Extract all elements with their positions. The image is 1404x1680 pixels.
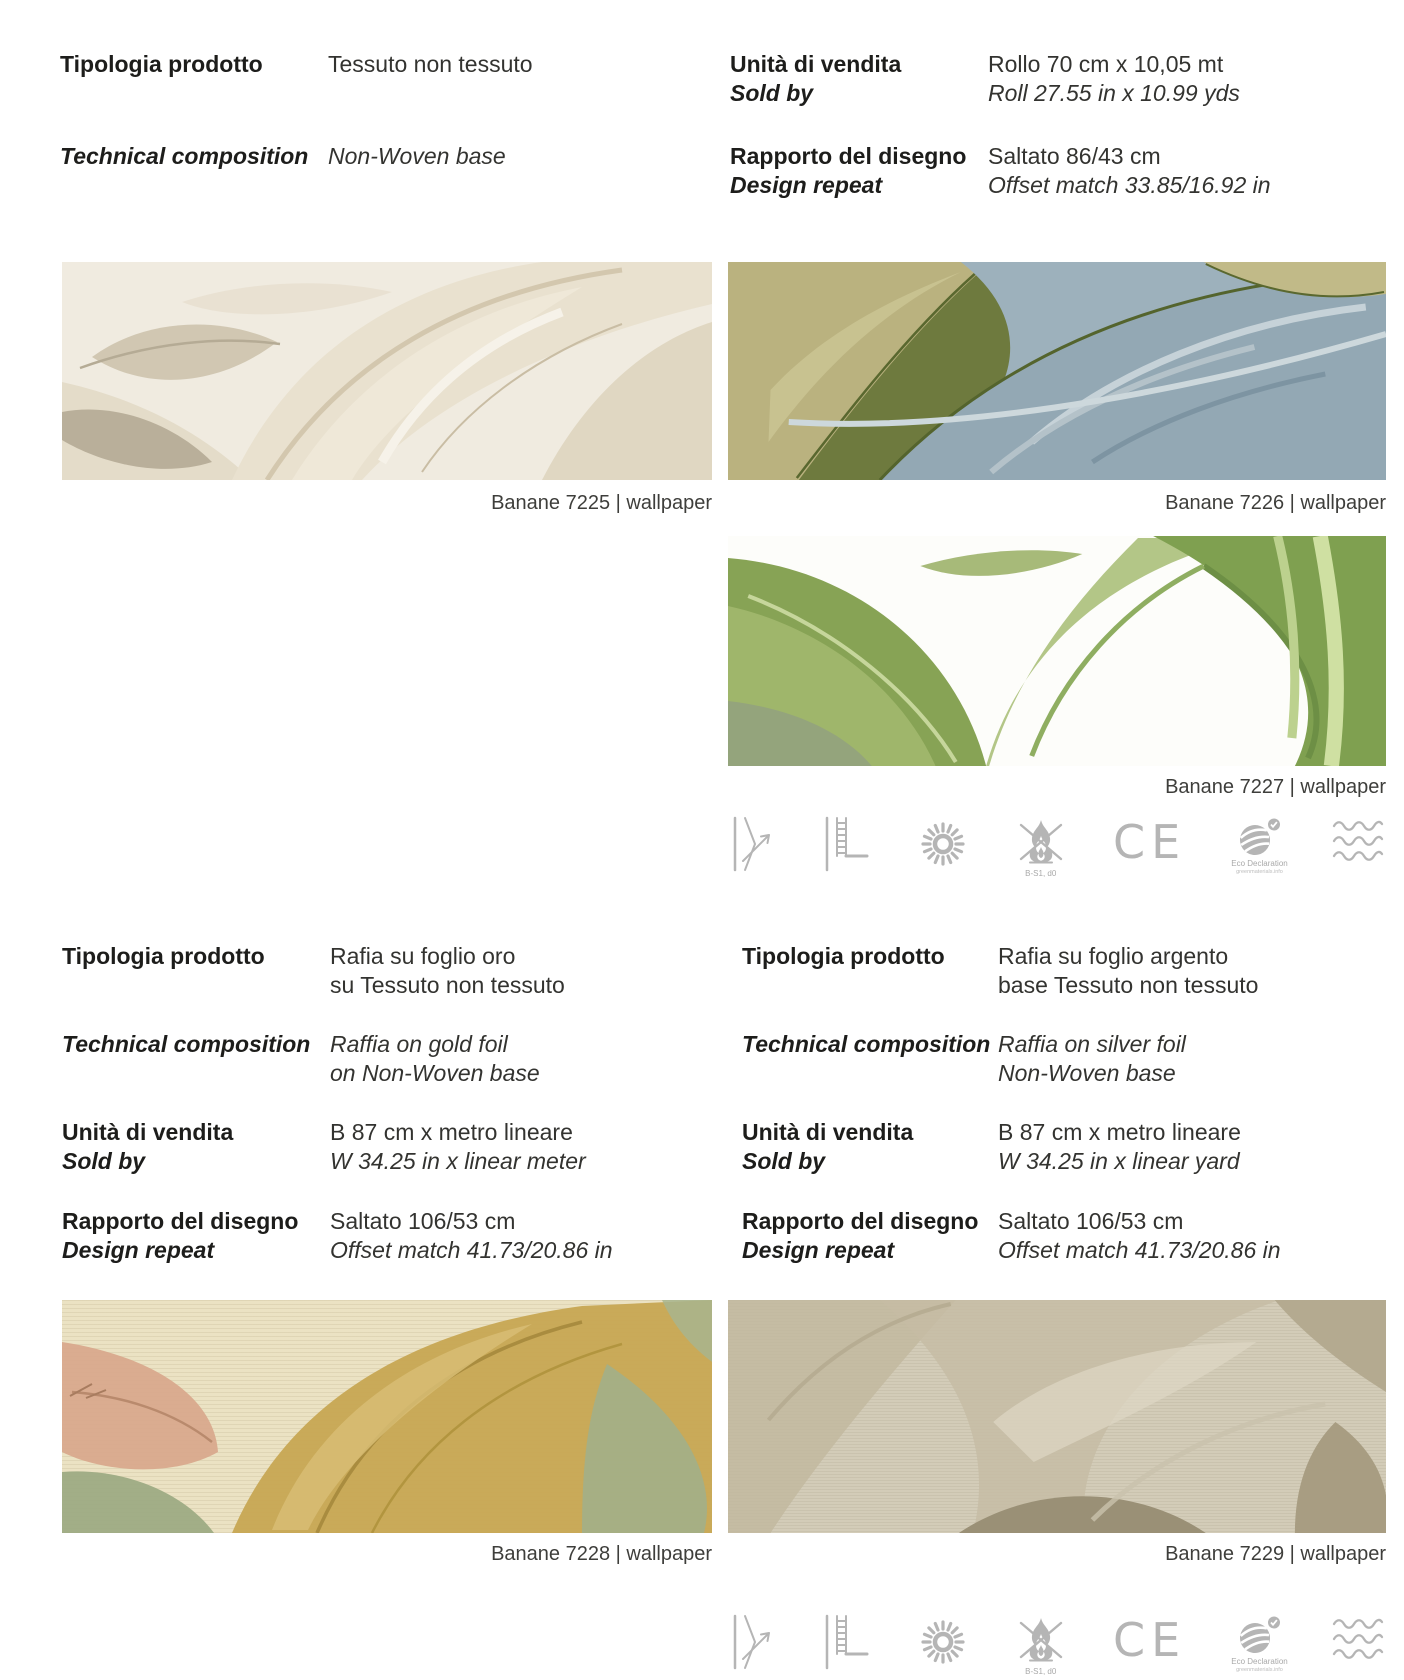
wallpaper-image-banane-7228: [62, 1300, 712, 1533]
label-unita-di-vendita: Unità di vendita: [730, 51, 902, 77]
washability-icon: [1330, 1614, 1386, 1662]
spec-bottom-right-field2-label: [742, 1030, 990, 1059]
wallpaper-image-banane-7227: [728, 536, 1386, 766]
spec-top-right-field2-label: [730, 142, 966, 200]
spec-bottom-right-field3-label: [742, 1118, 913, 1176]
spec-bottom-left-field4-value: [330, 1207, 613, 1265]
spec-bottom-right-field4-label: [742, 1207, 978, 1265]
value-line: Offset match 41.73/20.86 in: [330, 1237, 613, 1263]
spec-top-left-field1-label: [60, 50, 263, 79]
label-rapporto-del-disegno: Rapporto del disegno: [62, 1208, 299, 1234]
fire-rating-icon: [1013, 816, 1069, 879]
spec-bottom-left-field2-value: [330, 1030, 540, 1088]
wallpaper-image-banane-7225: [62, 262, 712, 480]
caption-banane-7229: Banane 7229 | wallpaper: [1165, 1543, 1386, 1565]
caption-banane-7226: Banane 7226 | wallpaper: [1165, 492, 1386, 514]
lightfastness-icon: [915, 816, 971, 872]
hanging-direction-icon: [728, 816, 778, 872]
spec-bottom-left-field3-label: [62, 1118, 233, 1176]
caption-banane-7228: Banane 7228 | wallpaper: [491, 1543, 712, 1565]
eco-declaration-icon: [1231, 816, 1287, 876]
fire-class-text: B-S1, d0: [1025, 869, 1057, 878]
spec-top-left-field1-value: [328, 50, 533, 79]
label-tipologia-prodotto: Tipologia prodotto: [60, 51, 263, 77]
banane-7226-artwork: [728, 262, 1386, 480]
value-line: su Tessuto non tessuto: [330, 972, 565, 998]
value-line: Raffia on gold foil: [330, 1031, 508, 1057]
spec-bottom-left-field1-value: [330, 942, 565, 1000]
ce-mark-icon: [1111, 1614, 1189, 1664]
value-line: Raffia on silver foil: [998, 1031, 1186, 1057]
banane-7229-artwork: [728, 1300, 1386, 1533]
label-technical-composition: Technical composition: [62, 1031, 311, 1057]
value-line: B 87 cm x metro lineare: [998, 1119, 1241, 1145]
spec-top-left-field2-label: [60, 142, 308, 171]
label-tipologia-prodotto: Tipologia prodotto: [742, 943, 945, 969]
caption-banane-7227: Banane 7227 | wallpaper: [1165, 776, 1386, 798]
certification-icons-row-1: [728, 816, 1386, 886]
caption-banane-7225: Banane 7225 | wallpaper: [491, 492, 712, 514]
paste-the-wall-icon: [820, 1614, 872, 1670]
ce-mark-text: CE: [1113, 816, 1187, 866]
label-design-repeat: Design repeat: [742, 1237, 895, 1263]
spec-top-right-field2-value: [988, 142, 1271, 200]
ce-mark-icon: [1111, 816, 1189, 866]
label-unita-di-vendita: Unità di vendita: [62, 1119, 234, 1145]
washability-icon: [1330, 816, 1386, 864]
spec-bottom-right-field4-value: [998, 1207, 1281, 1265]
banane-7228-artwork: [62, 1300, 712, 1533]
value-line: Offset match 41.73/20.86 in: [998, 1237, 1281, 1263]
label-design-repeat: Design repeat: [62, 1237, 215, 1263]
label-unita-di-vendita: Unità di vendita: [742, 1119, 914, 1145]
banane-7225-artwork: [62, 262, 712, 480]
label-rapporto-del-disegno: Rapporto del disegno: [742, 1208, 979, 1234]
value-line: Rafia su foglio oro: [330, 943, 516, 969]
spec-bottom-right-field2-value: [998, 1030, 1186, 1088]
label-technical-composition: Technical composition: [742, 1031, 991, 1057]
fire-class-text: B-S1, d0: [1025, 1667, 1057, 1676]
label-sold-by: Sold by: [62, 1148, 146, 1174]
value-rapporto-del-disegno: Saltato 86/43 cm: [988, 143, 1161, 169]
value-tipologia-prodotto: Tessuto non tessuto: [328, 51, 533, 77]
spec-top-right-field1-label: [730, 50, 901, 108]
label-design-repeat: Design repeat: [730, 172, 883, 198]
spec-bottom-left-field2-label: [62, 1030, 310, 1059]
value-design-repeat: Offset match 33.85/16.92 in: [988, 172, 1271, 198]
spec-bottom-left-field1-label: [62, 942, 265, 971]
wallpaper-image-banane-7229: [728, 1300, 1386, 1533]
spec-bottom-right-field3-value: [998, 1118, 1241, 1176]
label-technical-composition: Technical composition: [60, 143, 309, 169]
eco-declaration-subtext: greenmaterials.info: [1236, 1667, 1283, 1673]
value-line: base Tessuto non tessuto: [998, 972, 1259, 998]
lightfastness-icon: [915, 1614, 971, 1670]
value-line: Non-Woven base: [998, 1060, 1176, 1086]
banane-7227-artwork: [728, 536, 1386, 766]
value-line: Saltato 106/53 cm: [998, 1208, 1184, 1234]
spec-bottom-right-field1-value: [998, 942, 1258, 1000]
eco-declaration-subtext: greenmaterials.info: [1236, 869, 1283, 875]
ce-mark-text: CE: [1113, 1614, 1187, 1664]
spec-top-right-field1-value: [988, 50, 1240, 108]
spec-bottom-left-field4-label: [62, 1207, 298, 1265]
paste-the-wall-icon: [820, 816, 872, 872]
eco-declaration-title: Eco Declaration: [1231, 1657, 1288, 1666]
value-line: Saltato 106/53 cm: [330, 1208, 516, 1234]
value-unita-di-vendita: Rollo 70 cm x 10,05 mt: [988, 51, 1224, 77]
fire-rating-icon: [1013, 1614, 1069, 1677]
eco-declaration-title: Eco Declaration: [1231, 859, 1288, 868]
spec-bottom-right-field1-label: [742, 942, 945, 971]
label-rapporto-del-disegno: Rapporto del disegno: [730, 143, 967, 169]
label-tipologia-prodotto: Tipologia prodotto: [62, 943, 265, 969]
label-sold-by: Sold by: [742, 1148, 826, 1174]
value-technical-composition: Non-Woven base: [328, 143, 506, 169]
value-line: W 34.25 in x linear yard: [998, 1148, 1240, 1174]
value-line: B 87 cm x metro lineare: [330, 1119, 573, 1145]
certification-icons-row-2: [728, 1614, 1386, 1680]
spec-bottom-left-field3-value: [330, 1118, 586, 1176]
spec-top-left-field2-value: [328, 142, 506, 171]
value-line: Rafia su foglio argento: [998, 943, 1229, 969]
value-sold-by: Roll 27.55 in x 10.99 yds: [988, 80, 1240, 106]
value-line: W 34.25 in x linear meter: [330, 1148, 586, 1174]
hanging-direction-icon: [728, 1614, 778, 1670]
wallpaper-image-banane-7226: [728, 262, 1386, 480]
label-sold-by: Sold by: [730, 80, 814, 106]
eco-declaration-icon: [1231, 1614, 1287, 1674]
value-line: on Non-Woven base: [330, 1060, 540, 1086]
